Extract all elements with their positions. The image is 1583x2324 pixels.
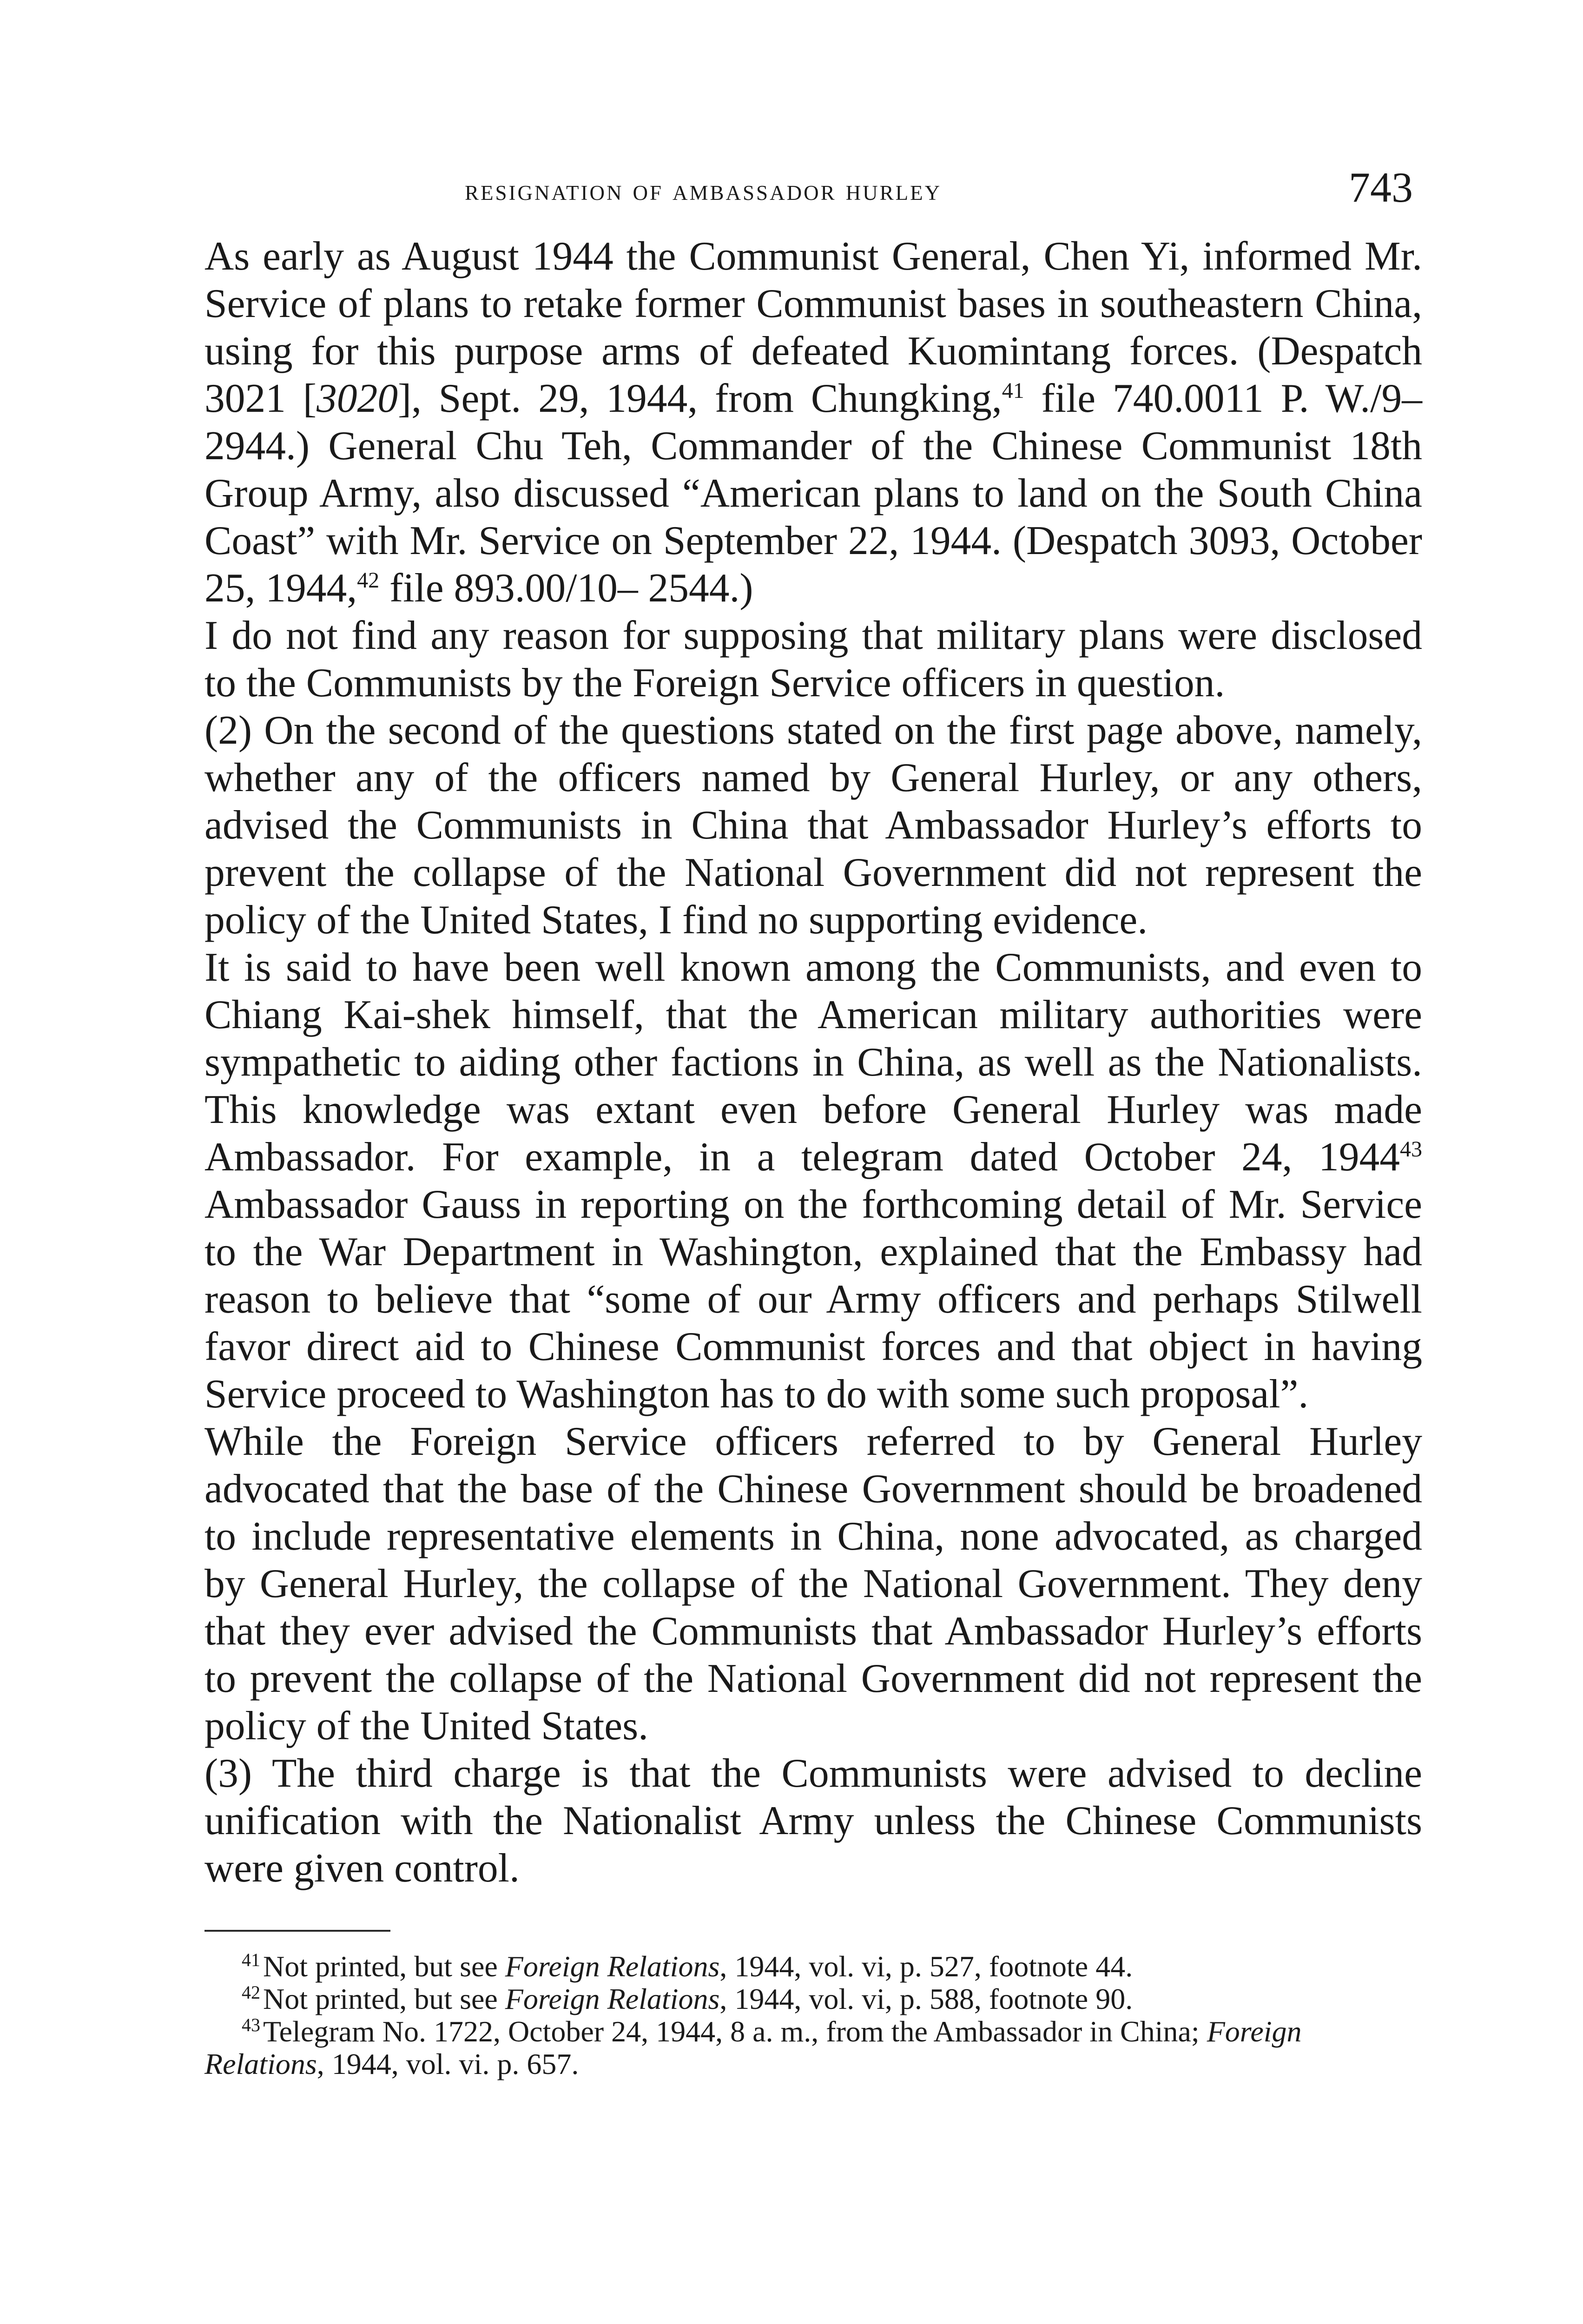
footnote-ref-43: 43 [1400,1136,1422,1162]
footnote-number: 41 [242,1949,260,1970]
paragraph-4-text-b: Ambassador Gauss in reporting on the forthcoming detail of Mr. Service to the War Department in Washington, explained that the Embassy had reason to believe that “some of our Army officers and perhaps Stilwell favor direct aid to Chinese Communist forces and that object in having Service proceed to Washington has to do with some such proposal”. [204,1182,1422,1416]
paragraph-1-text-b: ], Sept. 29, 1944, from Chungking, [397,376,1002,421]
footnote-43 [204,2015,1422,2080]
paragraph-6: (3) The third charge is that the Communists were advised to decline unification with the Nationalist Army unless the Chinese Communists were given control. [204,1750,1422,1890]
running-head [204,163,1422,218]
footnotes [204,1950,1422,2080]
paragraph-5: While the Foreign Service officers referred to by General Hurley advocated that the base of the Chinese Government should be broadened to include representative elements in China, none advocated, as charged by General Hurley, the collapse of the National Government. They deny that they ever advised the Communists that Ambassador Hurley’s efforts to prevent the collapse of the National Government did not represent the policy of the United States. [204,1419,1422,1748]
body-text [204,232,1422,1892]
footnote-italic: Foreign Relations [505,1950,720,1983]
paragraph-1-text-c: file 740.0011 P. W./9–2944.) General Chu Teh, Commander of the Chinese Communist 18th Group Army, also discussed “American plans to land on the South China Coast” with Mr. Service on September 22, 1944. (Despatch 3093, October 25, 1944, [204,376,1422,610]
document-page [204,163,1422,2080]
page-number: 743 [1349,164,1413,211]
footnote-ref-42: 42 [357,568,380,593]
footnote-divider [204,1930,390,1932]
paragraph-1-text-d: file 893.00/10– 2544.) [379,565,753,610]
paragraph-1-italic-despatch: 3020 [316,376,398,421]
footnote-41 [204,1950,1422,1983]
footnote-text: Telegram No. 1722, October 24, 1944, 8 a. m., from the Ambassador in China; [263,2015,1207,2048]
footnote-42 [204,1983,1422,2015]
footnote-number: 43 [242,2014,260,2035]
paragraph-1-text-a: As early as August 1944 the Communist General, Chen Yi, informed Mr. Service of plans to retake former Communist bases in southeastern China, using for this purpose arms of defeated Kuomintang forces. (Despatch 3021 [ [204,233,1422,421]
footnote-text: , 1944, vol. vi, p. 527, footnote 44. [719,1950,1133,1983]
footnote-italic: Foreign Relations [505,1982,720,2015]
footnote-text: Not printed, but see [263,1950,505,1983]
paragraph-1 [204,232,1422,612]
footnote-text: , 1944, vol. vi. p. 657. [317,2047,579,2080]
paragraph-3: (2) On the second of the questions stated on the first page above, namely, whether any of the officers named by General Hurley, or any others, advised the Communists in China that Ambassador Hurley’s efforts to prevent the collapse of the National Government did not represent the policy of the United States, I find no supporting evidence. [204,707,1422,942]
footnote-italic: Foreign Relations [204,2015,1302,2080]
paragraph-2: I do not find any reason for supposing that military plans were disclosed to the Communists by the Foreign Service officers in question. [204,613,1422,705]
paragraph-4-text-a: It is said to have been well known among the Communists, and even to Chiang Kai-shek himself, that the American military authorities were sympathetic to aiding other factions in China, as well as the Nationalists. This knowledge was extant even before General Hurley was made Ambassador. For example, in a telegram dated October 24, 1944 [204,944,1422,1179]
footnote-text: Not printed, but see [263,1982,505,2015]
footnote-text: , 1944, vol. vi, p. 588, footnote 90. [719,1982,1133,2015]
paragraph-4 [204,944,1422,1418]
footnote-number: 42 [242,1981,260,2003]
running-title: resignation of ambassador hurley [465,173,942,206]
footnote-ref-41: 41 [1002,378,1024,403]
